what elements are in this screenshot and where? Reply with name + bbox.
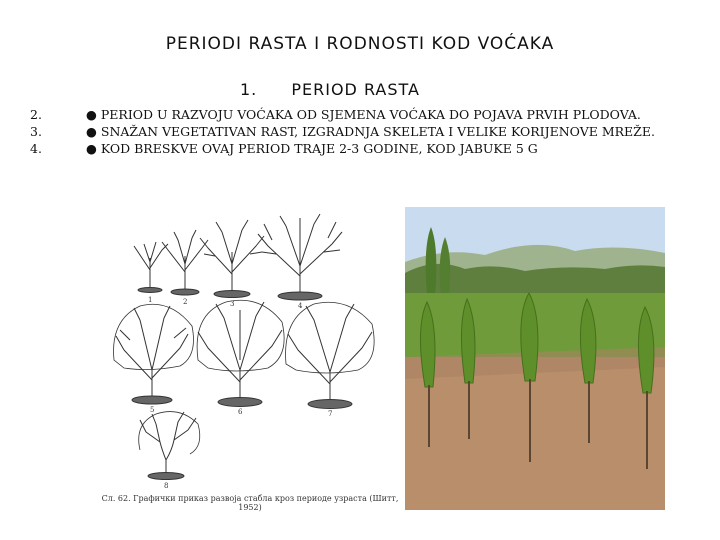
list-item-text: ● KOD BRESKVE OVAJ PERIOD TRAJE 2-3 GODINE, KOD JABUKE 5 G xyxy=(86,141,538,156)
tree-label: 5 xyxy=(150,406,155,414)
tree-label: 6 xyxy=(238,408,243,416)
tree-sketch-4 xyxy=(258,214,342,300)
tree-sketch-6 xyxy=(197,300,284,406)
tree-growth-illustration xyxy=(100,210,400,520)
tree-sketch-7 xyxy=(286,302,375,408)
tree-label: 2 xyxy=(183,298,188,306)
tree-label: 7 xyxy=(328,410,333,418)
tree-sketch-5 xyxy=(114,304,194,404)
section-heading xyxy=(240,80,420,99)
list-item xyxy=(30,123,670,140)
tree-label: 4 xyxy=(298,302,303,310)
tree-sketches xyxy=(100,210,400,490)
tree-label: 3 xyxy=(230,300,235,308)
bullet-list xyxy=(30,106,670,157)
figure-caption: Сл. 62. Графички приказ развоја стабла кроз периоде узраста (Шитт, 1952) xyxy=(101,494,399,512)
slide-title: PERIODI RASTA I RODNOSTI KOD VOĆAKA xyxy=(165,34,555,54)
section-heading-text: PERIOD RASTA xyxy=(291,80,420,99)
orchard-scene xyxy=(405,207,665,510)
orchard-photo xyxy=(405,207,665,510)
tree-sketch-8 xyxy=(139,412,200,480)
tree-label: 8 xyxy=(164,482,169,490)
list-item-text: ● SNAŽAN VEGETATIVAN RAST, IZGRADNJA SKELETA I VELIKE KORIJENOVE MREŽE. xyxy=(86,124,655,139)
section-number: 1. xyxy=(240,80,258,99)
list-item-number: 2. xyxy=(30,107,42,122)
tree-sketch-1 xyxy=(134,242,168,293)
list-item-number: 4. xyxy=(30,141,42,156)
list-item-number: 3. xyxy=(30,124,42,139)
list-item-text: ● PERIOD U RAZVOJU VOĆAKA OD SJEMENA VOĆAKA DO POJAVA PRVIH PLODOVA. xyxy=(86,107,641,122)
tree-sketch-3 xyxy=(200,220,264,298)
list-item xyxy=(30,106,670,123)
tree-label: 1 xyxy=(148,296,153,304)
list-item xyxy=(30,140,670,157)
